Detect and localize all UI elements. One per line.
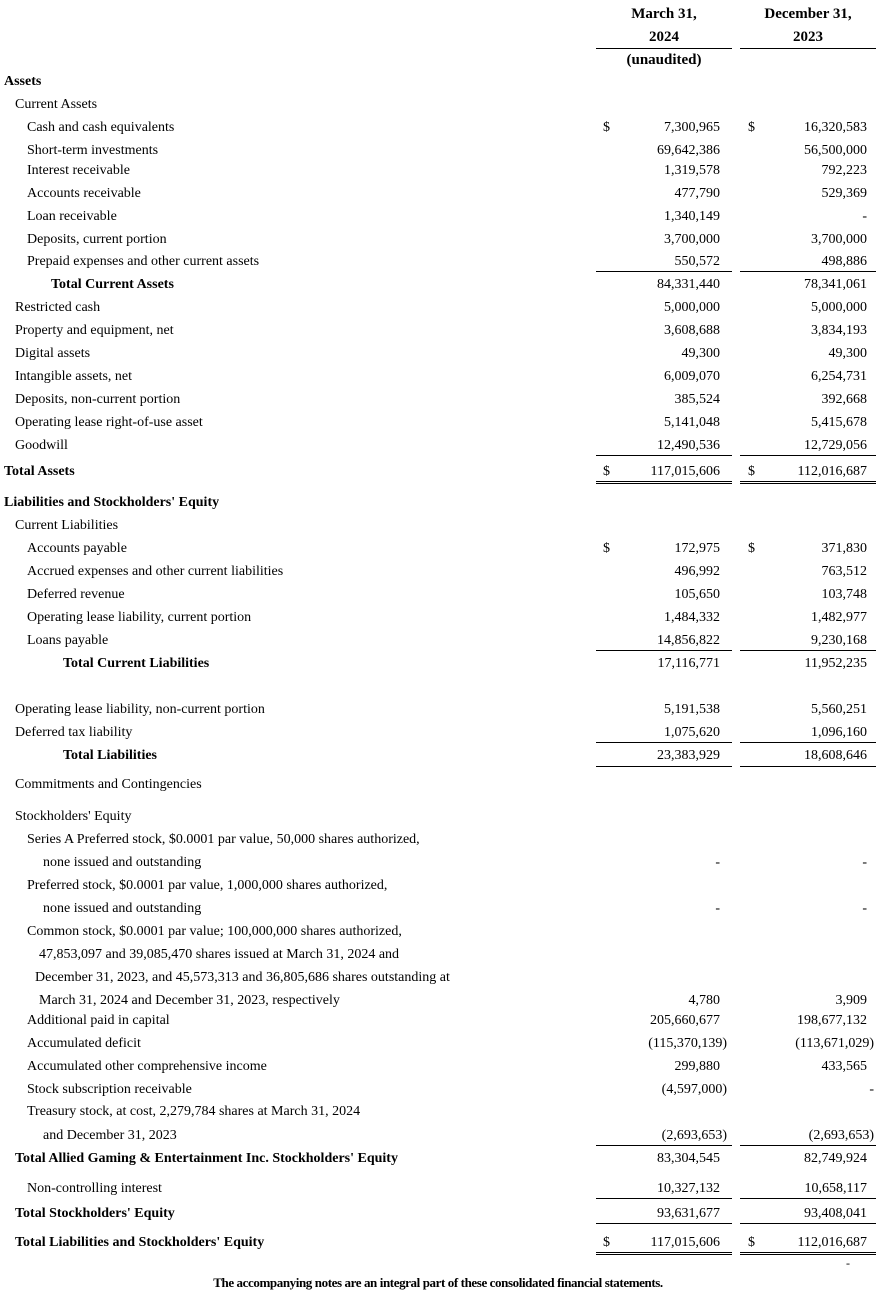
double-underline <box>740 1252 876 1255</box>
value-december-2023: 11,952,235 <box>804 656 867 671</box>
underline <box>596 1198 732 1199</box>
value-december-2023: 78,341,061 <box>804 277 867 292</box>
row-label: Total Liabilities and Stockholders' Equity <box>15 1235 265 1250</box>
statement-row <box>0 561 876 583</box>
statement-row <box>0 1056 876 1078</box>
statement-row <box>0 1010 876 1032</box>
row-label: none issued and outstanding <box>43 901 202 916</box>
value-march-2024: 7,300,965 <box>664 120 720 135</box>
statement-row <box>0 990 876 1012</box>
statement-row <box>0 461 876 483</box>
statement-row <box>0 584 876 606</box>
statement-row <box>0 1232 876 1254</box>
value-march-2024: 10,327,132 <box>657 1181 720 1196</box>
statement-row <box>0 745 876 767</box>
value-march-2024: 1,340,149 <box>664 209 720 224</box>
footer-note: The accompanying notes are an integral part of these consolidated financial statements. <box>213 1275 663 1290</box>
row-label: Prepaid expenses and other current assets <box>27 254 260 269</box>
value-march-2024: 1,075,620 <box>664 725 720 740</box>
underline <box>596 766 732 767</box>
header-line: 2024 <box>649 29 679 45</box>
statement-row <box>0 1125 876 1147</box>
statement-row <box>0 875 876 897</box>
value-march-2024: 3,608,688 <box>664 323 720 338</box>
value-december-2023: 18,608,646 <box>804 748 867 763</box>
row-label: Deferred revenue <box>27 587 125 602</box>
statement-row <box>0 251 876 273</box>
statement-row <box>0 389 876 411</box>
value-december-2023: 9,230,168 <box>811 633 867 648</box>
row-label: none issued and outstanding <box>43 855 202 870</box>
statement-row <box>0 435 876 457</box>
currency-symbol: $ <box>603 541 610 556</box>
statement-row <box>0 343 876 365</box>
row-label: Cash and cash equivalents <box>27 120 175 135</box>
value-december-2023: 10,658,117 <box>804 1181 867 1196</box>
value-december-2023: - <box>862 901 867 916</box>
row-label: and December 31, 2023 <box>43 1128 177 1143</box>
value-march-2024: (2,693,653) <box>661 1128 727 1143</box>
statement-row <box>0 206 876 228</box>
value-december-2023: 392,668 <box>821 392 867 407</box>
row-label: Accumulated other comprehensive income <box>27 1059 267 1074</box>
row-label: Total Current Assets <box>51 277 174 292</box>
header-line: (unaudited) <box>626 52 702 68</box>
value-december-2023: 1,482,977 <box>811 610 867 625</box>
value-march-2024: 496,992 <box>674 564 720 579</box>
row-label: Total Current Liabilities <box>63 656 210 671</box>
statement-row <box>0 412 876 434</box>
row-label: Current Assets <box>15 97 98 112</box>
underline <box>740 1145 876 1146</box>
statement-row <box>0 722 876 744</box>
value-march-2024: 117,015,606 <box>650 464 720 479</box>
statement-row <box>0 274 876 296</box>
value-december-2023: - <box>869 1082 874 1097</box>
value-march-2024: 17,116,771 <box>657 656 720 671</box>
statement-row <box>0 94 876 116</box>
value-march-2024: 5,000,000 <box>664 300 720 315</box>
statement-row <box>0 320 876 342</box>
value-march-2024: 205,660,677 <box>650 1013 720 1028</box>
row-label: Accumulated deficit <box>27 1036 141 1051</box>
row-label: Operating lease liability, non-current portion <box>15 702 265 717</box>
currency-symbol: $ <box>603 120 610 135</box>
row-label: Total Assets <box>4 464 75 479</box>
header-line: December 31, <box>764 6 852 22</box>
column-header-december-2023 <box>740 3 876 49</box>
currency-symbol: $ <box>748 120 755 135</box>
statement-row <box>0 160 876 182</box>
statement-row <box>0 183 876 205</box>
value-march-2024: 83,304,545 <box>657 1151 720 1166</box>
row-label: Common stock, $0.0001 par value; 100,000,000 shares authorized, <box>27 924 402 939</box>
statement-row <box>0 229 876 251</box>
value-december-2023: 12,729,056 <box>804 438 867 453</box>
underline <box>596 1145 732 1146</box>
row-label: Assets <box>4 74 42 89</box>
row-label: Non-controlling interest <box>27 1181 162 1196</box>
statement-row <box>0 538 876 560</box>
statement-row <box>0 1203 876 1225</box>
statement-row <box>0 1033 876 1055</box>
statement-row <box>0 967 876 989</box>
value-december-2023: 3,909 <box>835 993 867 1008</box>
value-december-2023: 763,512 <box>821 564 867 579</box>
value-march-2024: 550,572 <box>674 254 720 269</box>
row-label: Loan receivable <box>27 209 117 224</box>
value-december-2023: 103,748 <box>821 587 867 602</box>
statement-row <box>0 366 876 388</box>
header-rule <box>596 48 732 49</box>
statement-row <box>0 806 876 828</box>
statement-row <box>0 71 876 93</box>
value-march-2024: 117,015,606 <box>650 1235 720 1250</box>
underline <box>740 742 876 743</box>
row-label: December 31, 2023, and 45,573,313 and 36,805,686 shares outstanding at <box>35 970 450 985</box>
header-rule <box>740 48 876 49</box>
row-label: Accrued expenses and other current liabilities <box>27 564 284 579</box>
row-label: Commitments and Contingencies <box>15 777 202 792</box>
currency-symbol: $ <box>748 464 755 479</box>
value-march-2024: (115,370,139) <box>648 1036 727 1051</box>
value-december-2023: 498,886 <box>821 254 867 269</box>
row-label: Total Allied Gaming & Entertainment Inc. Stockholders' Equity <box>15 1151 398 1166</box>
statement-row <box>0 921 876 943</box>
row-label: Property and equipment, net <box>15 323 174 338</box>
row-label: Additional paid in capital <box>27 1013 170 1028</box>
statement-row <box>0 630 876 652</box>
value-march-2024: 3,700,000 <box>664 232 720 247</box>
underline <box>596 1223 732 1224</box>
statement-row <box>0 1101 876 1123</box>
value-december-2023: - <box>862 855 867 870</box>
value-march-2024: 5,141,048 <box>664 415 720 430</box>
header-line: March 31, <box>631 6 697 22</box>
statement-row <box>0 944 876 966</box>
row-label: Accounts receivable <box>27 186 141 201</box>
underline <box>596 742 732 743</box>
value-december-2023: 3,700,000 <box>811 232 867 247</box>
value-december-2023: 56,500,000 <box>804 143 867 158</box>
value-december-2023: 112,016,687 <box>797 1235 867 1250</box>
underline <box>740 271 876 272</box>
double-underline <box>740 481 876 484</box>
currency-symbol: $ <box>748 541 755 556</box>
row-label: Deferred tax liability <box>15 725 133 740</box>
statement-row <box>0 117 876 139</box>
value-december-2023: 433,565 <box>821 1059 867 1074</box>
value-march-2024: 23,383,929 <box>657 748 720 763</box>
double-underline <box>596 1252 732 1255</box>
row-label: Short-term investments <box>27 143 159 158</box>
value-march-2024: 84,331,440 <box>657 277 720 292</box>
statement-row <box>0 297 876 319</box>
value-december-2023: (113,671,029) <box>795 1036 874 1051</box>
value-december-2023: 49,300 <box>828 346 867 361</box>
value-march-2024: 105,650 <box>674 587 720 602</box>
value-march-2024: 385,524 <box>674 392 720 407</box>
value-march-2024: 5,191,538 <box>664 702 720 717</box>
row-label: Liabilities and Stockholders' Equity <box>4 495 220 510</box>
statement-row <box>0 653 876 675</box>
value-march-2024: 172,975 <box>674 541 720 556</box>
row-label: Operating lease right-of-use asset <box>15 415 203 430</box>
row-label: Treasury stock, at cost, 2,279,784 shares at March 31, 2024 <box>27 1104 361 1119</box>
row-label: Accounts payable <box>27 541 127 556</box>
value-december-2023: 112,016,687 <box>797 464 867 479</box>
row-label: Stock subscription receivable <box>27 1082 192 1097</box>
value-march-2024: 4,780 <box>688 993 720 1008</box>
row-label: Stockholders' Equity <box>15 809 132 824</box>
value-december-2023: 792,223 <box>821 163 867 178</box>
statement-row <box>0 515 876 537</box>
value-march-2024: - <box>715 901 720 916</box>
value-december-2023: 5,560,251 <box>811 702 867 717</box>
statement-row <box>0 492 876 514</box>
value-march-2024: 14,856,822 <box>657 633 720 648</box>
currency-symbol: $ <box>603 464 610 479</box>
row-label: Digital assets <box>15 346 91 361</box>
row-label: Deposits, current portion <box>27 232 167 247</box>
value-march-2024: (4,597,000) <box>661 1082 727 1097</box>
value-december-2023: 6,254,731 <box>811 369 867 384</box>
value-december-2023: 5,000,000 <box>811 300 867 315</box>
value-december-2023: 529,369 <box>821 186 867 201</box>
value-march-2024: 6,009,070 <box>664 369 720 384</box>
row-label: Total Liabilities <box>63 748 158 763</box>
value-december-2023: 3,834,193 <box>811 323 867 338</box>
underline <box>596 650 732 651</box>
row-label: Current Liabilities <box>15 518 119 533</box>
value-december-2023: (2,693,653) <box>808 1128 874 1143</box>
row-label: Intangible assets, net <box>15 369 133 384</box>
underline <box>596 455 732 456</box>
underline <box>596 271 732 272</box>
value-december-2023: 1,096,160 <box>811 725 867 740</box>
currency-symbol: $ <box>748 1235 755 1250</box>
value-december-2023: 93,408,041 <box>804 1206 867 1221</box>
row-label: Preferred stock, $0.0001 par value, 1,000,000 shares authorized, <box>27 878 388 893</box>
value-december-2023: 371,830 <box>821 541 867 556</box>
column-header-march-2024 <box>596 3 732 72</box>
underline <box>740 1198 876 1199</box>
value-march-2024: 93,631,677 <box>657 1206 720 1221</box>
statement-row <box>0 699 876 721</box>
value-december-2023: 82,749,924 <box>804 1151 867 1166</box>
statement-row <box>0 1148 876 1170</box>
header-line: 2023 <box>793 29 823 45</box>
row-label: Restricted cash <box>15 300 101 315</box>
statement-row <box>0 898 876 920</box>
value-march-2024: 12,490,536 <box>657 438 720 453</box>
value-march-2024: 1,319,578 <box>664 163 720 178</box>
row-label: Loans payable <box>27 633 109 648</box>
statement-row <box>0 829 876 851</box>
row-label: Interest receivable <box>27 163 130 178</box>
statement-row <box>0 774 876 796</box>
row-label: 47,853,097 and 39,085,470 shares issued at March 31, 2024 and <box>39 947 400 962</box>
value-december-2023: 198,677,132 <box>797 1013 867 1028</box>
value-march-2024: 299,880 <box>674 1059 720 1074</box>
value-march-2024: 69,642,386 <box>657 143 720 158</box>
statement-row <box>0 852 876 874</box>
row-label: Operating lease liability, current portion <box>27 610 252 625</box>
currency-symbol: $ <box>603 1235 610 1250</box>
value-december-2023: 16,320,583 <box>804 120 867 135</box>
statement-row <box>0 140 876 162</box>
value-march-2024: 1,484,332 <box>664 610 720 625</box>
value-march-2024: - <box>715 855 720 870</box>
row-label: Series A Preferred stock, $0.0001 par value, 50,000 shares authorized, <box>27 832 420 847</box>
underline <box>740 455 876 456</box>
underline <box>740 766 876 767</box>
statement-row <box>0 607 876 629</box>
value-december-2023: - <box>862 209 867 224</box>
row-label: Deposits, non-current portion <box>15 392 181 407</box>
value-march-2024: 477,790 <box>674 186 720 201</box>
double-underline <box>596 481 732 484</box>
statement-row <box>0 1079 876 1101</box>
underline <box>740 650 876 651</box>
row-label: March 31, 2024 and December 31, 2023, respectively <box>39 993 340 1008</box>
value-march-2024: 49,300 <box>681 346 720 361</box>
row-label: Total Stockholders' Equity <box>15 1206 175 1221</box>
row-label: Goodwill <box>15 438 68 453</box>
underline <box>740 1223 876 1224</box>
value-december-2023: 5,415,678 <box>811 415 867 430</box>
statement-row <box>0 1178 876 1200</box>
stray-mark: - <box>846 1256 850 1270</box>
